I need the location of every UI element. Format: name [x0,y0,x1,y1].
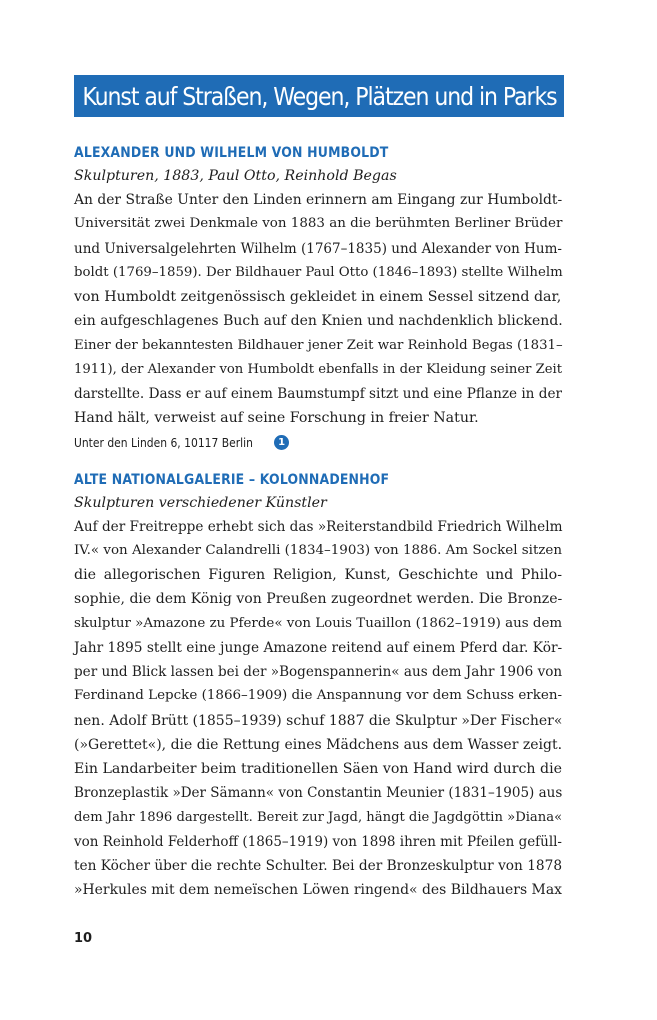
body-line: Einer der bekanntesten Bildhauer jener Zeit war Reinhold Begas (1831– [74,337,563,353]
entry-humboldt [74,142,562,455]
body-line: die allegorischen Figuren Religion, Kunst, Geschichte und Philo- [74,567,562,583]
body-line: boldt (1769–1859). Der Bildhauer Paul Otto (1846–1893) stellte Wilhelm [74,264,563,280]
body-line: Ferdinand Lepcke (1866–1909) die Anspannung vor dem Schuss erken- [74,688,563,704]
body-line: Jahr 1895 stellt eine junge Amazone reitend auf einem Pferd dar. Kör- [74,639,563,656]
body-line: An der Straße Unter den Linden erinnern am Eingang zur Humboldt- [74,192,563,208]
body-line: »Herkules mit dem nemeïschen Löwen ringend« des Bildhauers Max [74,882,562,899]
entry-title: ALTE NATIONALGALERIE – KOLONNADENHOF [74,471,390,488]
entry-subtitle: Skulpturen verschiedener Künstler [74,494,327,511]
page-number: 10 [74,931,93,946]
chapter-title: Kunst auf Straßen, Wegen, Plätzen und in Parks [81,81,557,111]
body-line: (»Gerettet«), die die Rettung eines Mädchens aus dem Wasser zeigt. [74,736,563,753]
body-line: von Reinhold Felderhoff (1865–1919) von 1898 ihren mit Pfeilen gefüll- [74,833,562,850]
entry-subtitle: Skulpturen, 1883, Paul Otto, Reinhold Begas [74,168,397,184]
body-line: nen. Adolf Brütt (1855–1939) schuf 1887 die Skulptur »Der Fischer« [74,712,563,729]
chapter-banner [74,75,564,117]
page-content [74,142,562,903]
body-line: Auf der Freitreppe erhebt sich das »Reiterstandbild Friedrich Wilhelm [74,518,563,535]
entry-title: ALEXANDER UND WILHELM VON HUMBOLDT [74,145,389,161]
entry-body [74,515,562,903]
address: Unter den Linden 6, 10117 Berlin [74,435,253,450]
body-line: IV.« von Alexander Calandrelli (1834–1903) von 1886. Am Sockel sitzen [74,542,563,558]
body-line: von Humboldt zeitgenössisch gekleidet in einem Sessel sitzend dar, [74,289,562,305]
map-marker-badge: 1 [274,435,289,450]
body-line: dem Jahr 1896 dargestellt. Bereit zur Jagd, hängt die Jagdgöttin »Diana« [74,809,563,825]
body-line: per und Blick lassen bei der »Bogenspannerin« aus dem Jahr 1906 von [74,664,563,680]
body-line: darstellte. Dass er auf einem Baumstumpf sitzt und eine Pflanze in der [74,386,562,402]
body-line: Universität zwei Denkmale von 1883 an die berühmten Berliner Brüder [74,216,563,232]
body-line: ten Köcher über die rechte Schulter. Bei der Bronzeskulptur von 1878 [74,858,563,874]
body-line: Bronzeplastik »Der Sämann« von Constantin Meunier (1831–1905) aus [74,785,563,802]
entry-alte-nationalgalerie [74,469,562,903]
body-line: Hand hält, verweist auf seine Forschung in freier Natur. [74,410,479,427]
entry-body [74,188,562,431]
address-line [74,431,562,455]
body-line: und Universalgelehrten Wilhelm (1767–1835) und Alexander von Hum- [74,240,562,257]
body-line: Ein Landarbeiter beim traditionellen Säen von Hand wird durch die [74,761,562,777]
body-line: skulptur »Amazone zu Pferde« von Louis Tuaillon (1862–1919) aus dem [74,615,563,631]
body-line: sophie, die dem König von Preußen zugeordnet werden. Die Bronze- [74,591,563,608]
body-line: 1911), der Alexander von Humboldt ebenfalls in der Kleidung seiner Zeit [74,361,562,377]
body-line: ein aufgeschlagenes Buch auf den Knien und nachdenklich blickend. [74,313,563,330]
